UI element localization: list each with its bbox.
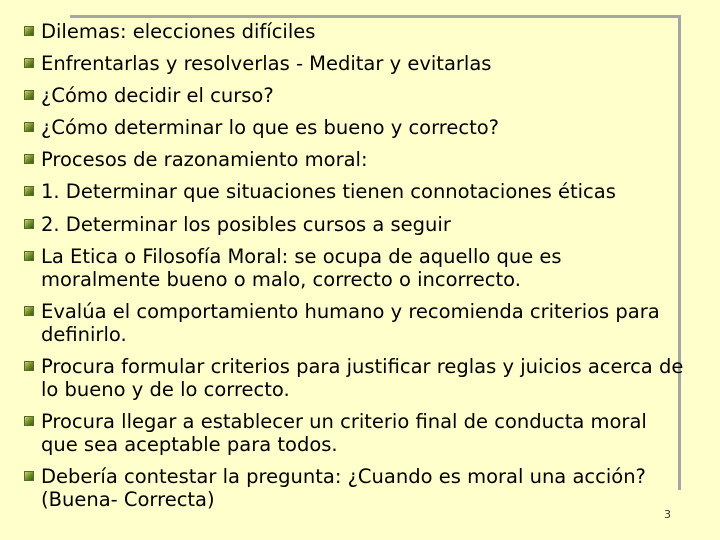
bullet-item: [24, 116, 684, 139]
square-bullet-icon: [24, 306, 34, 316]
bullet-item: [24, 20, 684, 43]
bullet-item: [24, 84, 684, 107]
top-border-line: [70, 15, 680, 18]
bullet-item: [24, 465, 684, 511]
bullet-text: La Etica o Filosofía Moral: se ocupa de aquello que es moralmente bueno o malo, correcto o incorrecto.: [41, 244, 562, 291]
bullet-text: ¿Cómo determinar lo que es bueno y correcto?: [41, 116, 500, 140]
bullet-text: Enfrentarlas y resolverlas - Meditar y evitarlas: [41, 52, 492, 76]
bullet-item: [24, 213, 684, 236]
bullet-text: Debería contestar la pregunta: ¿Cuando es moral una acción? (Buena- Correcta): [41, 465, 646, 512]
square-bullet-icon: [24, 58, 34, 68]
square-bullet-icon: [24, 90, 34, 100]
bullet-text: 1. Determinar que situaciones tienen connotaciones éticas: [41, 180, 616, 204]
bullet-text: 2. Determinar los posibles cursos a seguir: [41, 212, 451, 236]
square-bullet-icon: [24, 251, 34, 261]
bullet-item: [24, 52, 684, 75]
square-bullet-icon: [24, 361, 34, 371]
bullet-item: [24, 410, 684, 456]
square-bullet-icon: [24, 416, 34, 426]
bullet-item: [24, 300, 684, 346]
bullet-item: [24, 355, 684, 401]
bullet-text: Procesos de razonamiento moral:: [41, 148, 368, 172]
square-bullet-icon: [24, 154, 34, 164]
bullet-text: ¿Cómo decidir el curso?: [41, 84, 274, 108]
bullet-list: [24, 20, 684, 520]
bullet-item: [24, 245, 684, 291]
square-bullet-icon: [24, 219, 34, 229]
bullet-text: Procura llegar a establecer un criterio final de conducta moral que sea aceptable para todos.: [41, 409, 647, 456]
bullet-text: Dilemas: elecciones difíciles: [41, 20, 316, 43]
square-bullet-icon: [24, 122, 34, 132]
bullet-item: [24, 180, 684, 203]
bullet-text: Evalúa el comportamiento humano y recomienda criterios para definirlo.: [41, 299, 660, 346]
bullet-text: Procura formular criterios para justificar reglas y juicios acerca de lo bueno y de lo correcto.: [41, 354, 684, 401]
square-bullet-icon: [24, 186, 34, 196]
bullet-item: [24, 148, 684, 171]
page-number: 3: [664, 508, 671, 521]
square-bullet-icon: [24, 471, 34, 481]
square-bullet-icon: [24, 26, 34, 36]
